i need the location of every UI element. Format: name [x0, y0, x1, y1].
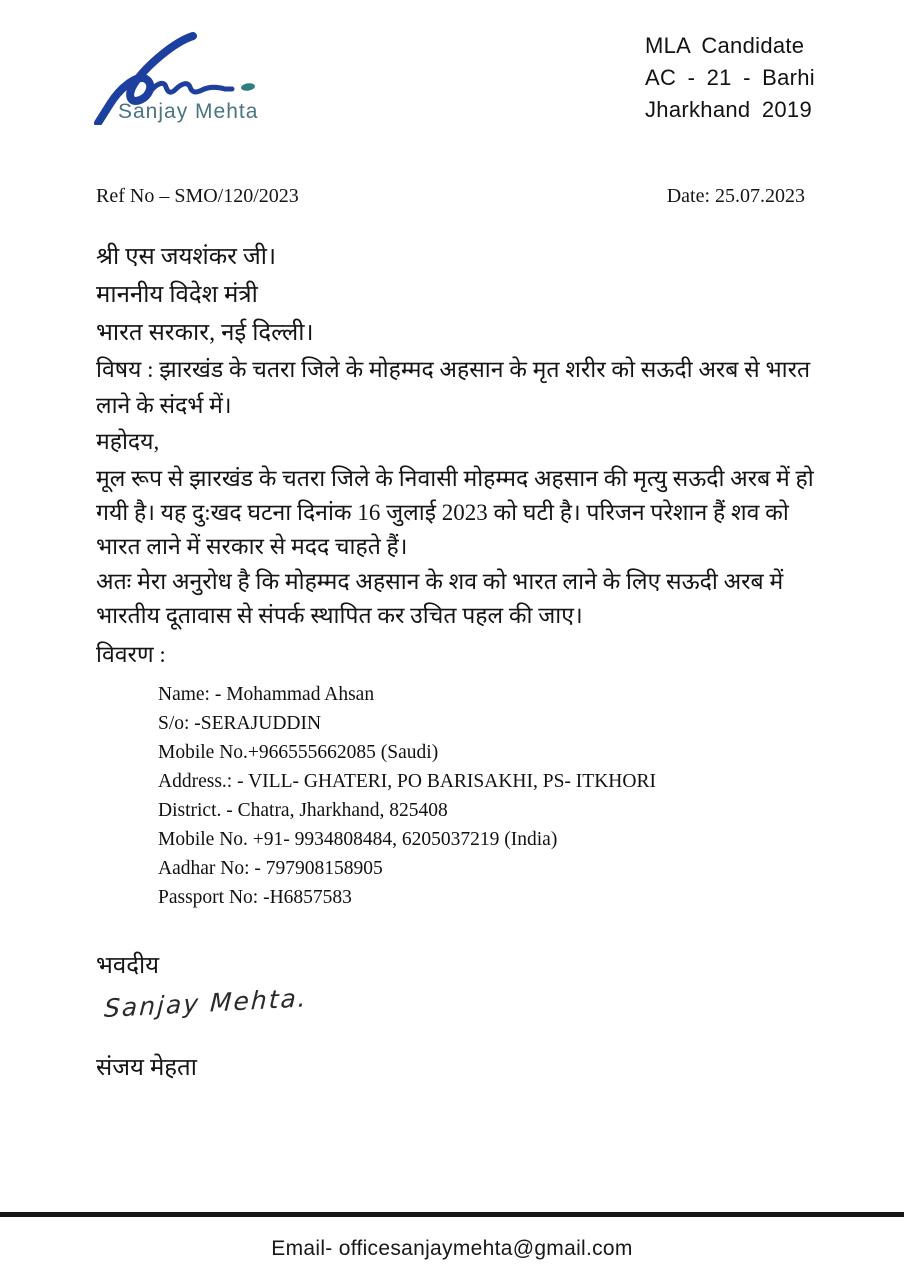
letterhead-right-block: [645, 30, 865, 126]
ref-date-row: [96, 185, 805, 208]
logo-brand-text: [118, 100, 258, 123]
logo-brand-tspan: Sanjay Mehta: [118, 100, 259, 123]
detail-name: Name: - Mohammad Ahsan: [158, 684, 375, 705]
recipient-block: [96, 238, 314, 352]
sender-name: संजय मेहता: [96, 1055, 197, 1081]
recipient-address: भारत सरकार, नई दिल्ली।: [96, 320, 314, 346]
detail-address: Address.: - VILL- GHATERI, PO BARISAKHI, PS- ITKHORI: [158, 771, 656, 792]
detail-mobile-india: Mobile No. +91- 9934808484, 6205037219 (India): [158, 829, 558, 850]
detail-passport: Passport No: -H6857583: [158, 887, 352, 908]
ref-no: Ref No – SMO/120/2023: [96, 185, 299, 207]
footer-email: Email- officesanjaymehta@gmail.com: [271, 1236, 633, 1260]
subject-line: विषय : झारखंड के चतरा जिले के मोहम्मद अहसान के मृत शरीर को सऊदी अरब से भारत लाने के संदर्भ में।: [96, 357, 811, 418]
letter-date: Date: 25.07.2023: [666, 185, 805, 207]
body-paragraph-1: मूल रूप से झारखंड के चतरा जिले के निवासी मोहम्मद अहसान की मृत्यु सऊदी अरब में हो गयी है। यह दु:खद घटना दिनांक 16 जुलाई 2023 को घटी है। परिजन परेशान हैं शव को भारत लाने में सरकार से मदद चाहते हैं।: [96, 466, 814, 559]
mla-candidate-line: MLA Candidate: [645, 33, 805, 58]
footer-bar: [0, 1212, 904, 1280]
detail-aadhar: Aadhar No: - 797908158905: [158, 858, 383, 879]
details-label: विवरण :: [96, 642, 166, 667]
valediction: भवदीय: [96, 953, 160, 979]
sanjay-mehta-monogram-icon: [88, 30, 298, 125]
handwritten-signature: Sanjay Mehta.: [103, 983, 309, 1024]
salutation: महोदय,: [96, 429, 160, 454]
constituency-line: AC - 21 - Barhi: [645, 65, 815, 90]
detail-father-name: S/o: -SERAJUDDIN: [158, 713, 322, 734]
detail-mobile-saudi: Mobile No.+966555662085 (Saudi): [158, 742, 439, 763]
state-year-line: Jharkhand 2019: [645, 97, 812, 122]
letterhead-logo: [88, 30, 298, 125]
detail-district: District. - Chatra, Jharkhand, 825408: [158, 800, 448, 821]
body-paragraph-2: अतः मेरा अनुरोध है कि मोहम्मद अहसान के शव को भारत लाने के लिए सऊदी अरब में भारतीय दूतावास से संपर्क स्थापित कर उचित पहल की जाए।: [96, 569, 784, 628]
details-list: [158, 680, 656, 912]
recipient-name: श्री एस जयशंकर जी।: [96, 244, 277, 270]
recipient-title: माननीय विदेश मंत्री: [96, 282, 258, 308]
